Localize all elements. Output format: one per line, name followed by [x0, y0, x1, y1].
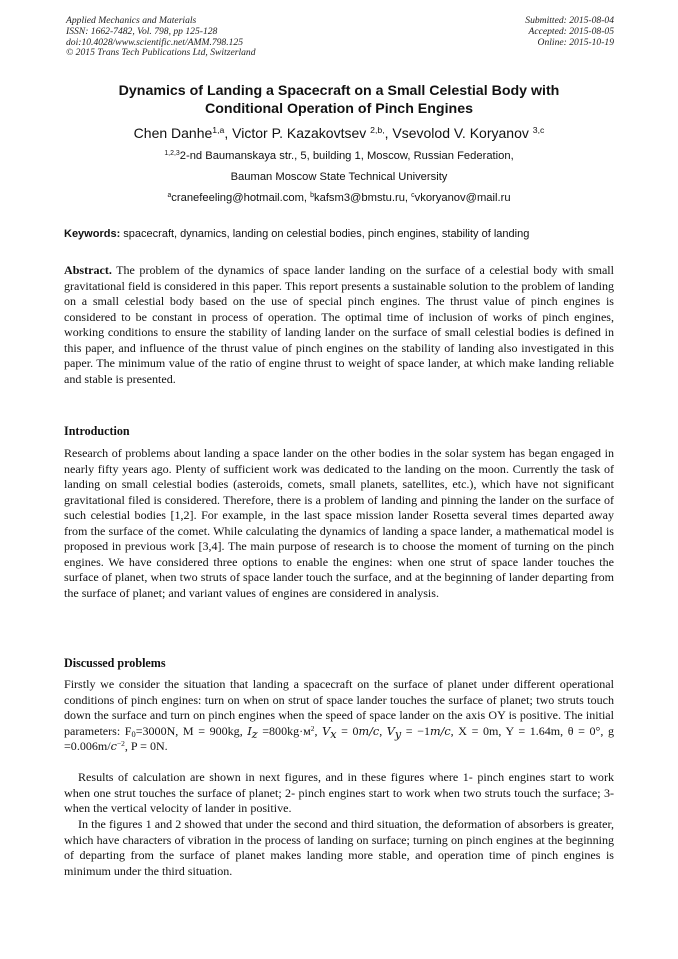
param-vx-sub: x — [330, 727, 337, 741]
param-f0-symbol: F — [124, 723, 132, 738]
discussed-problems-heading: Discussed problems — [64, 656, 166, 670]
discussed-paragraph-2: Results of calculation are shown in next figures, and in these figures where 1- pinch engines start to work when one strut touches the surface of planet; 2- pinch engines start to work when two struts touch the surface; 3- when the vertical velocity of lander in positive. — [64, 770, 614, 815]
author-list — [64, 124, 614, 142]
param-tail: , P = 0N. — [124, 739, 168, 753]
param-vx — [322, 723, 387, 741]
param-vx-unit: m/c — [358, 724, 380, 738]
affiliation-line-1: 2-nd Baumanskaya str., 5, building 1, Moscow, Russian Federation, — [179, 150, 514, 162]
param-f0 — [125, 724, 183, 738]
discussed-paragraph-3: In the figures 1 and 2 showed that under the second and third situation, the deformation of absorbers is greater, which have characters of vibration in the process of landing on surface; turning on pinch engines at the beginning of departing from the surface of planet makes landing more stable, and operation time of pinch engines is minimum under the third situation. — [64, 817, 614, 878]
email-a[interactable]: cranefeeling@hotmail.com, — [171, 192, 311, 204]
affiliation-address — [64, 149, 614, 163]
introduction-heading: Introduction — [64, 424, 130, 438]
abstract-paragraph — [64, 263, 614, 387]
journal-doi: doi:10.4028/www.scientific.net/AMM.798.125 — [66, 36, 244, 48]
param-vy-value: = −1 — [401, 723, 431, 738]
keywords-label: Keywords: — [64, 228, 121, 240]
abstract-label: Abstract. — [64, 263, 112, 277]
keywords-text: spacecraft, dynamics, landing on celestial bodies, pinch engines, stability of landing — [120, 228, 530, 240]
author-3-sup: 3,c — [532, 125, 545, 136]
param-iz — [247, 723, 323, 741]
param-mass: M = 900kg, — [182, 723, 248, 738]
param-g-sup: −2 — [116, 738, 125, 748]
accepted-date: Accepted: 2015-08-05 — [528, 25, 614, 37]
paper-title — [64, 82, 614, 118]
param-rest: , X = 0m, Y = 1.64m, θ = 0°, g =0.006m/ — [64, 723, 614, 753]
param-vx-symbol: V — [322, 724, 331, 738]
email-c-sup: c — [411, 192, 415, 200]
author-separator: , — [224, 125, 233, 141]
title-line-1: Dynamics of Landing a Spacecraft on a Small Celestial Body with — [118, 83, 560, 99]
journal-copyright: © 2015 Trans Tech Publications Ltd, Switzerland — [66, 47, 256, 59]
title-line-2: Conditional Operation of Pinch Engines — [205, 101, 473, 117]
publication-dates — [525, 16, 614, 48]
email-a-sup: a — [167, 192, 172, 200]
author-1-name: Chen Danhe — [133, 125, 213, 141]
author-1-sup: 1,a — [212, 125, 225, 136]
param-vx-end: , — [379, 723, 387, 738]
param-g-unit: c — [110, 740, 117, 753]
email-b-sup: b — [310, 192, 314, 200]
param-f0-sub: 0 — [131, 728, 136, 739]
submitted-date: Submitted: 2015-08-04 — [525, 15, 614, 26]
journal-info — [66, 16, 256, 59]
journal-issn: ISSN: 1662-7482, Vol. 798, pp 125-128 — [66, 25, 218, 37]
param-vy-sub: y — [394, 727, 402, 741]
param-vy — [386, 723, 451, 741]
journal-name: Applied Mechanics and Materials — [66, 15, 197, 26]
param-iz-value: =800kg·м — [257, 723, 311, 738]
email-b[interactable]: kafsm3@bmstu.ru, — [314, 192, 412, 204]
keywords — [64, 227, 616, 241]
author-2-sup: 2,b, — [370, 125, 385, 136]
discussed-p1-text: Firstly we consider the situation that landing a spacecraft on the surface of planet under different operational conditions of pinch engines: turn on when on strut of space lander touches the surface of planet; two struts touch down the surface and turn on pinch engines when the speed of space lander on the axis OY is positive. The initial parameters: — [64, 677, 614, 738]
email-c[interactable]: vkoryanov@mail.ru — [414, 192, 511, 204]
discussed-paragraph-1 — [64, 677, 614, 755]
param-vx-value: = 0 — [336, 723, 359, 738]
author-3-name: Vsevolod V. Koryanov — [392, 125, 533, 141]
author-separator: , — [384, 125, 393, 141]
param-iz-end: , — [314, 723, 323, 738]
author-2-name: Victor P. Kazakovtsev — [232, 125, 371, 141]
param-iz-symbol: I — [247, 724, 252, 738]
abstract-text: The problem of the dynamics of space lander landing on the surface of a celestial body with small gravitational field is considered in this paper. This report presents a sustainable solution to the problem of landing on a small celestial body based on the use of special pinch engines. The thrust value of pinch engines is considered to be constant in process of operation. The optimal time of inclusion of works of pinch engines, working conditions to ensure the stability of landing lander on the surface of small celestial bodies is defined in this paper, and influence of the thrust value of pinch engines on the stability of landing also investigated in this paper. The minimum value of the ratio of engine thrust to weight of space lander, at which make landing reliable and stable is presented. — [64, 263, 614, 386]
param-iz-sub: z — [251, 727, 258, 741]
param-vy-unit: m/c — [430, 724, 451, 738]
affiliation-university: Bauman Moscow State Technical University — [230, 171, 448, 183]
introduction-paragraph: Research of problems about landing a space lander on the other bodies in the solar system has began engaged in nearly fifty years ago. Plenty of sufficient work was dedicated to the landing on the moon. Currently the task of landing on small celestial bodies (asteroids, comets, small planets, satellites, etc.), which have not significant gravitational filed is considered. Therefore, there is a problem of landing and pinning the lander on the surface of such celestial bodies [1,2]. For example, in the last space mission lander Rosetta several times departed away from the surface of the comet. While calculating the dynamics of landing a space lander, a mathematical model is proposed in previous work [3,4]. The main purpose of research is to choose the moment of turning on the pinch engines. We have considered three options to enable the engines: when one strut of space lander touches the surface of planet, when two struts of space lander touch the surface, and at the beginning of lander departing from the surface of planet; and variant values of engines are considered in analysis. — [64, 446, 614, 600]
author-emails — [64, 191, 614, 205]
affiliation-sup: 1,2,3 — [164, 150, 180, 158]
param-f0-value: =3000N, — [135, 723, 183, 738]
param-iz-sup: 2 — [310, 723, 315, 733]
online-date: Online: 2015-10-19 — [537, 36, 614, 48]
param-vy-symbol: V — [386, 724, 395, 738]
